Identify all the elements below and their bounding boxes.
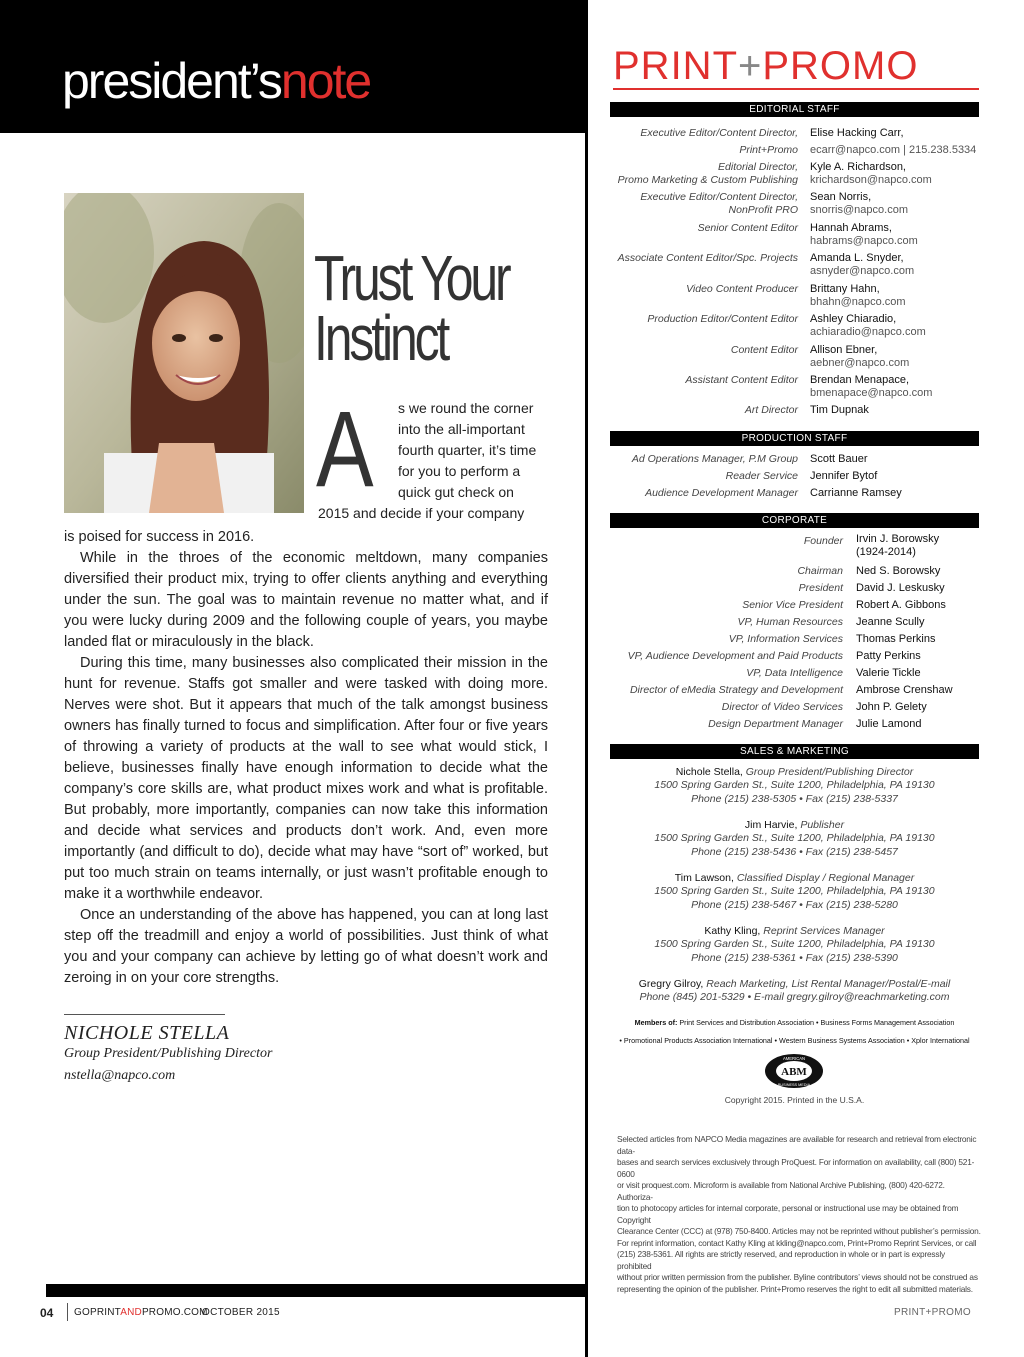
sales-contact: [610, 819, 979, 859]
corporate-role: Chairman: [797, 565, 843, 577]
page-number: 04: [40, 1306, 54, 1320]
sales-contact-name: Jim Harvie,: [744, 819, 798, 831]
article-headline: [314, 242, 509, 374]
staff-name: snorris@napco.com: [810, 204, 908, 216]
intro-line: quick gut check on: [398, 484, 514, 500]
sales-contact-phone: Phone (215) 238-5361 • Fax (215) 238-5390: [691, 951, 898, 964]
staff-name: Jennifer Bytof: [810, 470, 878, 482]
staff-name: Ashley Chiaradio,: [810, 313, 897, 325]
staff-role: Content Editor: [730, 344, 798, 356]
drop-cap: A: [316, 388, 374, 509]
section-bar-production: PRODUCTION STAFF: [610, 431, 979, 446]
staff-role: Ad Operations Manager, P.M Group: [631, 453, 798, 465]
members-line-2: • Promotional Products Association International • Western Business Systems Association • Xplor International: [619, 1036, 970, 1045]
corporate-name: (1924-2014): [856, 546, 916, 558]
sales-contact-title: Reach Marketing, List Rental Manager/Postal/E-mail: [706, 978, 951, 990]
corporate-name: Julie Lamond: [856, 718, 922, 730]
article-body: [64, 527, 548, 989]
staff-name: asnyder@napco.com: [810, 265, 915, 277]
staff-role: Print+Promo: [739, 144, 798, 156]
staff-name: Kyle A. Richardson,: [810, 161, 906, 173]
staff-name: habrams@napco.com: [810, 235, 918, 247]
abm-seal-icon: [764, 1053, 824, 1089]
staff-name: Scott Bauer: [810, 453, 868, 465]
corporate-name: Patty Perkins: [856, 650, 921, 662]
logo-print: PRINT: [613, 44, 738, 88]
sales-contact-phone: Phone (215) 238-5305 • Fax (215) 238-5337: [691, 792, 898, 805]
staff-name: Elise Hacking Carr,: [810, 127, 904, 139]
sales-contact-address: 1500 Spring Garden St., Suite 1200, Philadelphia, PA 19130: [654, 832, 935, 845]
corporate-name: Ned S. Borowsky: [856, 565, 941, 577]
article-paragraph: Once an understanding of the above has happened, you can at long last step off the treadmill and enjoy a world of possibilities. Just think of what you and your company can achieve by letting go of what doesn’t work and zeroing in on your core strengths.: [64, 907, 548, 986]
staff-name: Brendan Menapace,: [810, 374, 910, 386]
staff-name: Hannah Abrams,: [810, 222, 892, 234]
staff-role: Promo Marketing & Custom Publishing: [617, 174, 798, 186]
corporate-role: Senior Vice President: [742, 599, 843, 611]
headline-line-1: Trust Your: [314, 242, 509, 314]
corporate-role: Founder: [803, 535, 843, 547]
intro-line: fourth quarter, it’s time: [398, 442, 537, 458]
corporate-name: John P. Gelety: [856, 701, 927, 713]
logo-rule: [613, 88, 979, 90]
members-line-1: [610, 1018, 979, 1027]
portrait-photo-icon: [64, 193, 304, 513]
intro-line: for you to perform a: [398, 463, 521, 479]
staff-name: Tim Dupnak: [810, 404, 869, 416]
legal-notice: [617, 1134, 981, 1295]
site-part-3: PROMO.COM: [141, 1307, 208, 1318]
staff-role: Art Director: [744, 404, 798, 416]
staff-name: Sean Norris,: [810, 191, 872, 203]
staff-name: aebner@napco.com: [810, 357, 910, 369]
footer-website[interactable]: [74, 1307, 208, 1318]
column-title-accent: note: [280, 53, 371, 109]
staff-role: Audience Development Manager: [645, 487, 798, 499]
article-paragraph: During this time, many businesses also complicated their mission in the hunt for revenue. Staffs got smaller and were tasked with doing more. Nerves were shot. But it appears that much of the talk amongst business owners has finally turned to focus and simplification. After four or five years of throwing a variety of products at the wall to see what would stick, I believe, businesses finally have enough information to decide what the company’s core skills are, what product mixes work and what is profitable. But probably, more importantly, companies can now take this information and decide what services and products don’t work. And, even more importantly (and difficult to do), decide what may have “sort of” worked, but put too much strain on teams internally, or just wasn’t profitable enough to make it a worthwhile endeavor.: [64, 655, 548, 902]
site-part-2: AND: [120, 1307, 142, 1318]
site-part-1: GOPRINT: [74, 1307, 121, 1318]
staff-name: bhahn@napco.com: [810, 296, 906, 308]
sales-contact-name: Tim Lawson,: [674, 872, 734, 884]
staff-role: Editorial Director,: [718, 161, 798, 173]
corporate-role: Design Department Manager: [708, 718, 843, 730]
sales-contact-title: Reprint Services Manager: [763, 925, 885, 937]
sales-contact-title: Publisher: [800, 819, 845, 831]
column-title: [62, 53, 371, 109]
intro-line: 2015 and decide if your company: [318, 505, 525, 521]
legal-line: representing the opinion of the publisher. Print+Promo reserves the right to edit all submitted materials.: [617, 1283, 973, 1294]
section-bar-corporate: CORPORATE: [610, 513, 979, 528]
abm-ring-bottom: BUSINESS MEDIA: [777, 1083, 811, 1087]
corporate-role: VP, Human Resources: [737, 616, 843, 628]
signature-role: Group President/Publishing Director: [64, 1046, 273, 1061]
staff-name: bmenapace@napco.com: [810, 387, 933, 399]
corporate-role: Director of eMedia Strategy and Development: [629, 684, 843, 696]
legal-line: Selected articles from NAPCO Media magazines are available for research and retrieval from electronic data-: [617, 1134, 977, 1156]
copyright-notice: Copyright 2015. Printed in the U.S.A.: [724, 1095, 865, 1105]
sales-contact: [610, 766, 979, 806]
logo-plus: +: [738, 44, 763, 88]
staff-name: achiaradio@napco.com: [810, 326, 926, 338]
sales-contact: [610, 978, 979, 1005]
members-label: Members of:: [634, 1018, 678, 1027]
legal-line: Clearance Center (CCC) at (978) 750-8400. Articles may not be reprinted without publisher’s permission.: [617, 1226, 981, 1236]
staff-role: Production Editor/Content Editor: [647, 313, 798, 325]
corporate-name: David J. Leskusky: [856, 582, 945, 594]
staff-name: krichardson@napco.com: [810, 174, 932, 186]
staff-role: Video Content Producer: [686, 283, 798, 295]
intro-line: s we round the corner: [398, 400, 534, 416]
signature-email[interactable]: nstella@napco.com: [64, 1068, 176, 1083]
intro-line: into the all-important: [398, 421, 525, 437]
publication-logo: [613, 46, 918, 86]
staff-role: NonProfit PRO: [728, 204, 798, 216]
footer-brand: PRINT+PROMO: [894, 1307, 971, 1318]
author-photo: [64, 193, 304, 513]
sales-contact-name: Nichole Stella,: [675, 766, 743, 778]
staff-name: ecarr@napco.com | 215.238.5334: [810, 144, 977, 156]
legal-line: or visit proquest.com. Microform is available from National Archive Publishing, (800) 420-6272. Authoriza-: [617, 1180, 945, 1202]
sales-contact-phone: Phone (215) 238-5436 • Fax (215) 238-5457: [691, 845, 898, 858]
sales-contact-address: 1500 Spring Garden St., Suite 1200, Philadelphia, PA 19130: [654, 779, 935, 792]
corporate-name: Thomas Perkins: [856, 633, 936, 645]
issue-date: OCTOBER 2015: [202, 1307, 280, 1318]
sales-contact: [610, 925, 979, 965]
sales-contact-name: Kathy Kling,: [704, 925, 761, 937]
staff-name: Carrianne Ramsey: [810, 487, 902, 499]
corporate-role: VP, Information Services: [728, 633, 843, 645]
legal-line: tion to photocopy articles for internal corporate, personal or instructional use may be obtained from Copyright: [617, 1203, 959, 1225]
section-bar-sales: SALES & MARKETING: [610, 744, 979, 759]
article-paragraph: While in the throes of the economic meltdown, many companies diversified their product mix, trying to offer clients anything and everything under the sun. The goal was to maintain revenue no matter what, and if you were lucky during 2009 and the following couple of years, you maybe landed flat or miraculously in the black.: [64, 550, 548, 650]
abm-letters: ABM: [781, 1066, 807, 1078]
abm-seal-logo: [764, 1053, 824, 1089]
logo-promo: PROMO: [762, 44, 919, 88]
headline-line-2: Instinct: [314, 302, 448, 374]
sales-contact-name: Gregry Gilroy,: [638, 978, 704, 990]
staff-role: Assistant Content Editor: [685, 374, 798, 386]
corporate-role: Director of Video Services: [721, 701, 843, 713]
staff-role: Executive Editor/Content Director,: [640, 127, 798, 139]
corporate-name: Ambrose Crenshaw: [856, 684, 953, 696]
article-paragraph: is poised for success in 2016.: [64, 529, 255, 545]
column-title-main: president’s: [62, 53, 281, 109]
staff-name: Brittany Hahn,: [810, 283, 880, 295]
corporate-name: Irvin J. Borowsky: [856, 533, 940, 545]
staff-role: Executive Editor/Content Director,: [640, 191, 798, 203]
legal-line: For reprint information, contact Kathy Kling at kkling@napco.com, Print+Promo Reprint Services, or call: [617, 1237, 977, 1248]
signature-rule: [64, 1014, 225, 1015]
sales-contact-address: 1500 Spring Garden St., Suite 1200, Philadelphia, PA 19130: [654, 885, 935, 898]
legal-line: (215) 238-5361. All rights are strictly reserved, and reproduction in whole or in part is expressly prohibited: [617, 1249, 945, 1271]
abm-ring-top: AMERICAN: [782, 1056, 806, 1061]
column-divider: [585, 0, 588, 1357]
corporate-role: VP, Data Intelligence: [746, 667, 843, 679]
corporate-name: Jeanne Scully: [856, 616, 925, 628]
sales-contact-title: Classified Display / Regional Manager: [736, 872, 915, 884]
staff-name: Amanda L. Snyder,: [810, 252, 904, 264]
staff-role: Senior Content Editor: [697, 222, 798, 234]
corporate-name: Valerie Tickle: [856, 667, 921, 679]
sales-contact: [610, 872, 979, 912]
staff-role: Reader Service: [725, 470, 798, 482]
members-text-1: Print Services and Distribution Association • Business Forms Management Association: [679, 1018, 955, 1027]
sales-contact-address: 1500 Spring Garden St., Suite 1200, Philadelphia, PA 19130: [654, 938, 935, 951]
legal-line: without prior written permission from the publisher. Byline contributors’ views should not be construed as: [617, 1272, 978, 1282]
staff-role: Associate Content Editor/Spc. Projects: [617, 252, 798, 264]
legal-line: bases and search services exclusively through ProQuest. For information on availability, call (800) 521-0600: [617, 1157, 975, 1179]
staff-name: Allison Ebner,: [810, 344, 878, 356]
sales-contact-phone: Phone (845) 201-5329 • E-mail gregry.gilroy@reachmarketing.com: [639, 991, 950, 1004]
footer-band: [46, 1284, 588, 1297]
corporate-name: Robert A. Gibbons: [856, 599, 946, 611]
section-bar-editorial: EDITORIAL STAFF: [610, 102, 979, 117]
corporate-role: President: [798, 582, 843, 594]
footer-separator: [67, 1303, 68, 1321]
corporate-role: VP, Audience Development and Paid Products: [627, 650, 843, 662]
sales-contact-phone: Phone (215) 238-5467 • Fax (215) 238-5280: [691, 898, 898, 911]
sales-contact-title: Group President/Publishing Director: [745, 766, 914, 778]
signature-name: NICHOLE STELLA: [64, 1022, 230, 1044]
